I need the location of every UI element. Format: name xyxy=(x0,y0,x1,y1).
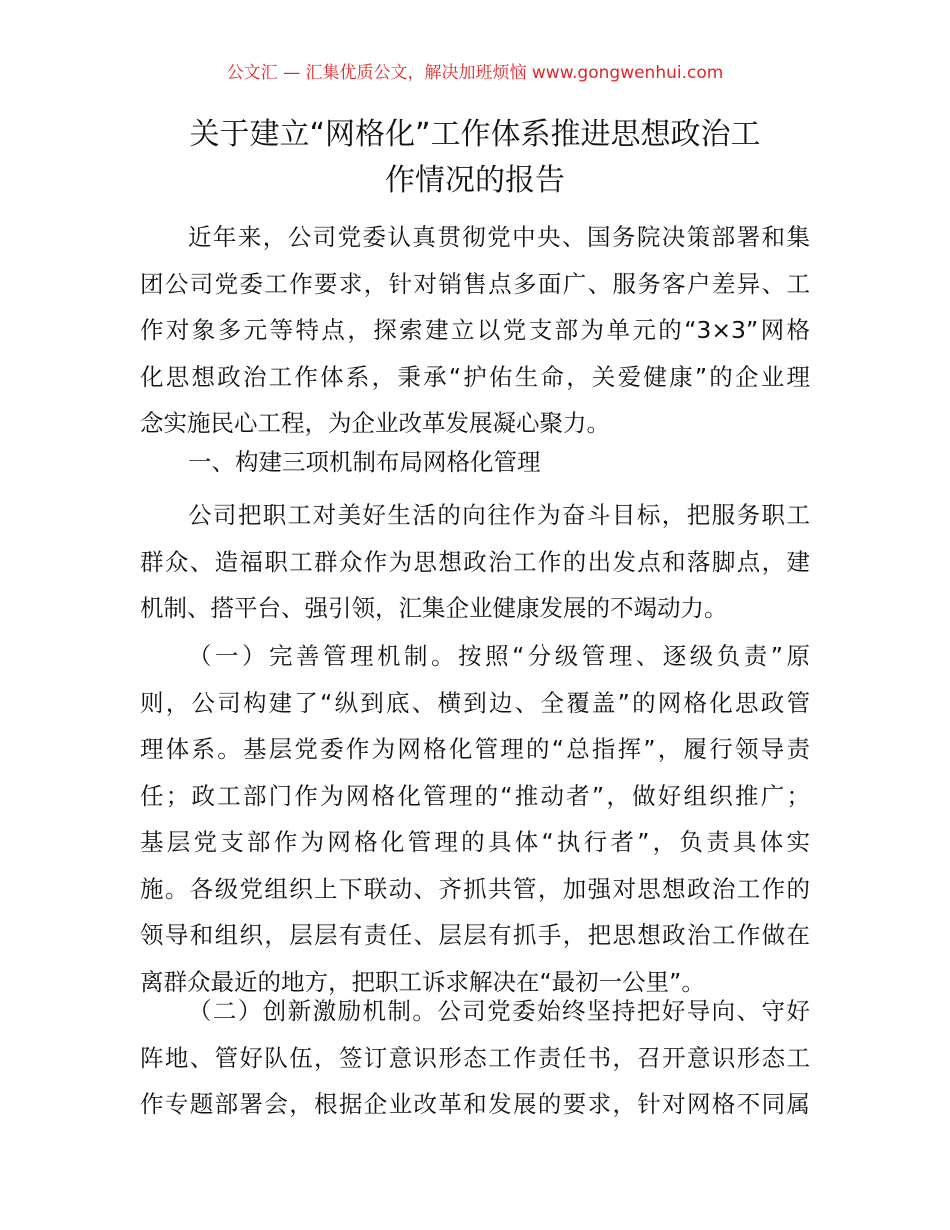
text-line: 离群众最近的地方，把职工诉求解决在“最初一公里”。 xyxy=(140,967,705,996)
text-line: （二）创新激励机制。公司党委始终坚持把好导向、守好 xyxy=(188,997,810,1025)
paragraph xyxy=(140,988,810,1128)
text-line: 一、构建三项机制布局网格化管理 xyxy=(188,448,541,476)
watermark-header: 公文汇 — 汇集优质公文，解决加班烦恼 www.gongwenhui.com xyxy=(226,63,724,83)
text-line: 施。各级党组织上下联动、齐抓共管，加强对思想政治工作的 xyxy=(140,874,810,903)
paragraph xyxy=(140,492,810,632)
text-line: 任；政工部门作为网格化管理的“推动者”，做好组织推广； xyxy=(140,781,810,810)
text-line: 作专题部署会，根据企业改革和发展的要求，针对网格不同属 xyxy=(140,1090,810,1118)
text-line: 机制、搭平台、强引领，汇集企业健康发展的不竭动力。 xyxy=(140,594,728,622)
text-line: 近年来，公司党委认真贯彻党中央、国务院决策部署和集 xyxy=(188,223,810,251)
paragraph xyxy=(140,214,810,447)
text-line: 阵地、管好队伍，签订意识形态工作责任书，召开意识形态工 xyxy=(140,1043,810,1072)
paragraph xyxy=(140,633,810,1005)
text-line: 公司把职工对美好生活的向往作为奋斗目标，把服务职工 xyxy=(188,501,810,529)
text-line: 念实施民心工程，为企业改革发展凝心聚力。 xyxy=(140,409,610,437)
text-line: 作对象多元等特点，探索建立以党支部为单元的“3×3”网格 xyxy=(140,316,810,344)
text-line: 群众、造福职工群众作为思想政治工作的出发点和落脚点，建 xyxy=(140,547,810,576)
document-title xyxy=(130,112,820,204)
text-line: （一）完善管理机制。按照“分级管理、逐级负责”原 xyxy=(188,642,810,670)
text-line: 化思想政治工作体系，秉承“护佑生命，关爱健康”的企业理 xyxy=(140,362,810,391)
text-line: 领导和组织，层层有责任、层层有抓手，把思想政治工作做在 xyxy=(140,921,810,949)
text-line: 团公司党委工作要求，针对销售点多面广、服务客户差异、工 xyxy=(140,269,810,298)
title-line: 作情况的报告 xyxy=(385,163,565,198)
text-line: 基层党支部作为网格化管理的具体“执行者”，负责具体实 xyxy=(140,828,810,856)
title-line: 关于建立“网格化”工作体系推进思想政治工 xyxy=(189,117,761,152)
section-heading xyxy=(140,439,810,486)
text-line: 理体系。基层党委作为网格化管理的“总指挥”，履行领导责 xyxy=(140,735,810,763)
text-line: 则，公司构建了“纵到底、横到边、全覆盖”的网格化思政管 xyxy=(140,688,810,717)
